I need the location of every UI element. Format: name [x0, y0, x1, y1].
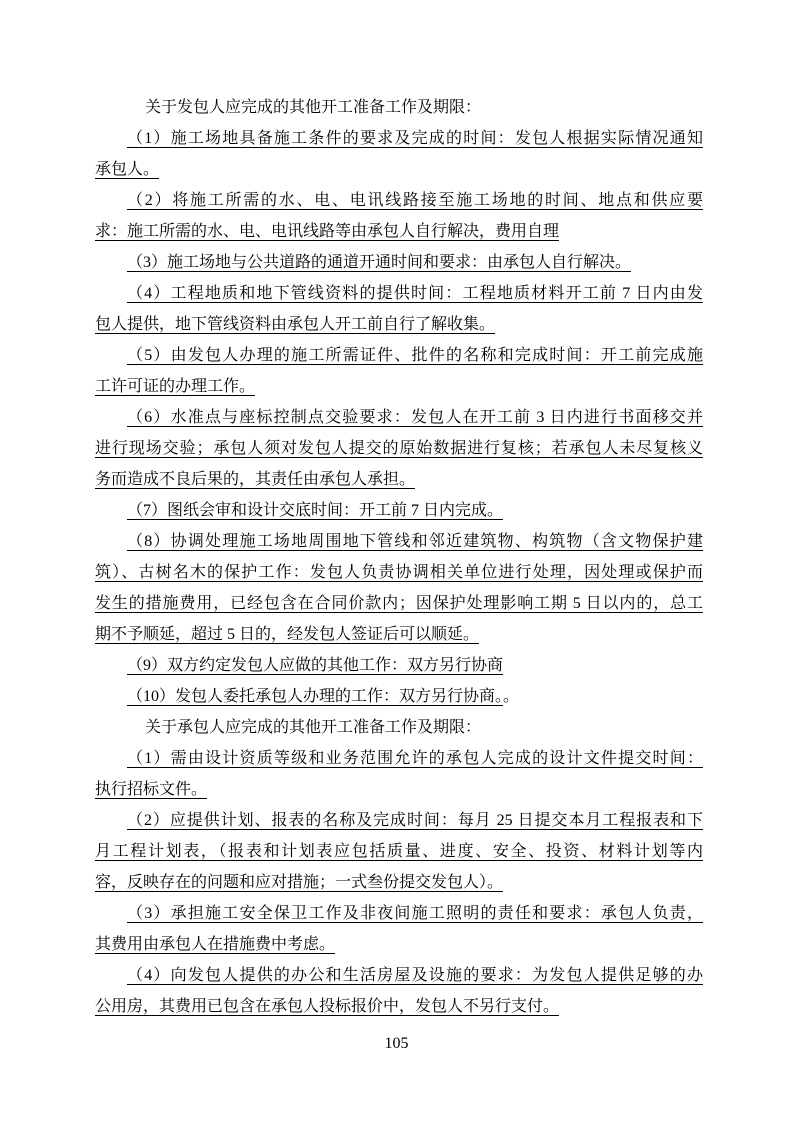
document-line	[95, 92, 703, 123]
underlined-text-segment: 容，反映存在的问题和应对措施；一式叁份提交发包人）。	[95, 874, 504, 891]
text-segment: 关于发包人应完成的其他开工准备工作及期限：	[145, 99, 482, 116]
underlined-text-segment: 筑）、古树名木的保护工作：发包人负责协调相关单位进行处理，因处理或保护而	[95, 564, 703, 581]
underlined-text-segment: （1）施工场地具备施工条件的要求及完成的时间：发包人根据实际情况通知	[127, 130, 703, 147]
document-line	[95, 712, 703, 743]
document-line	[95, 681, 703, 712]
underlined-text-segment: 承包人。	[95, 161, 160, 178]
document-line	[95, 774, 703, 805]
document-line	[95, 495, 703, 526]
underlined-text-segment: （10）发包人委托承包人办理的工作：双方另行协商。	[127, 688, 504, 705]
document-line	[95, 309, 703, 340]
underlined-text-segment: 其费用由承包人在措施费中考虑。	[95, 936, 336, 953]
underlined-text-segment: （2）将施工所需的水、电、电讯线路接至施工场地的时间、地点和供应要	[127, 192, 703, 209]
document-line	[95, 588, 703, 619]
document-line	[95, 619, 703, 650]
document-line	[95, 185, 703, 216]
underlined-text-segment: 月工程计划表，（报表和计划表应包括质量、进度、安全、投资、材料计划等内	[95, 843, 703, 860]
underlined-text-segment: （7）图纸会审和设计交底时间：开工前 7 日内完成。	[127, 502, 504, 519]
document-line	[95, 154, 703, 185]
document-line	[95, 247, 703, 278]
underlined-text-segment: 公用房，其费用已包含在承包人投标报价中，发包人不另行支付。	[95, 998, 560, 1015]
underlined-text-segment: （5）由发包人办理的施工所需证件、批件的名称和完成时间：开工前完成施	[127, 347, 703, 364]
underlined-text-segment: （9）双方约定发包人应做的其他工作：双方另行协商	[127, 657, 504, 674]
document-line	[95, 836, 703, 867]
document-line	[95, 805, 703, 836]
document-line	[95, 867, 703, 898]
underlined-text-segment: 进行现场交验；承包人须对发包人提交的原始数据进行复核；若承包人未尽复核义	[95, 440, 703, 457]
underlined-text-segment: （3）施工场地与公共道路的通道开通时间和要求：由承包人自行解决。	[127, 254, 632, 271]
document-line	[95, 402, 703, 433]
document-line	[95, 743, 703, 774]
document-line	[95, 991, 703, 1022]
document-body	[95, 92, 703, 1022]
underlined-text-segment: （4）向发包人提供的办公和生活房屋及设施的要求：为发包人提供足够的办	[127, 967, 703, 984]
underlined-text-segment: 执行招标文件。	[95, 781, 208, 798]
text-segment: 。	[503, 688, 520, 705]
underlined-text-segment: （6）水准点与座标控制点交验要求：发包人在开工前 3 日内进行书面移交并	[127, 409, 703, 426]
underlined-text-segment: 发生的措施费用，已经包含在合同价款内；因保护处理影响工期 5 日以内的，总工	[95, 595, 703, 612]
text-segment: 关于承包人应完成的其他开工准备工作及期限：	[145, 719, 482, 736]
underlined-text-segment: 包人提供，地下管线资料由承包人开工前自行了解收集。	[95, 316, 496, 333]
underlined-text-segment: 务而造成不良后果的，其责任由承包人承担。	[95, 471, 416, 488]
document-line	[95, 960, 703, 991]
document-line	[95, 464, 703, 495]
document-line	[95, 650, 703, 681]
document-line	[95, 371, 703, 402]
document-line	[95, 929, 703, 960]
underlined-text-segment: （4）工程地质和地下管线资料的提供时间：工程地质材料开工前 7 日内由发	[127, 285, 703, 302]
document-line	[95, 433, 703, 464]
document-line	[95, 557, 703, 588]
document-line	[95, 526, 703, 557]
underlined-text-segment: （1）需由设计资质等级和业务范围允许的承包人完成的设计文件提交时间：	[127, 750, 703, 767]
document-line	[95, 898, 703, 929]
underlined-text-segment: （2）应提供计划、报表的名称及完成时间：每月 25 日提交本月工程报表和下	[127, 812, 703, 829]
document-line	[95, 278, 703, 309]
underlined-text-segment: 工许可证的办理工作。	[95, 378, 256, 395]
underlined-text-segment: 求：施工所需的水、电、电讯线路等由承包人自行解决，费用自理	[95, 223, 560, 240]
page-number: 105	[384, 1035, 409, 1052]
document-line	[95, 123, 703, 154]
document-line	[95, 216, 703, 247]
document-line	[95, 340, 703, 371]
underlined-text-segment: （3）承担施工安全保卫工作及非夜间施工照明的责任和要求：承包人负责，	[127, 905, 703, 922]
underlined-text-segment: 期不予顺延，超过 5 日的，经发包人签证后可以顺延。	[95, 626, 480, 643]
underlined-text-segment: （8）协调处理施工场地周围地下管线和邻近建筑物、构筑物（含文物保护建	[127, 533, 703, 550]
